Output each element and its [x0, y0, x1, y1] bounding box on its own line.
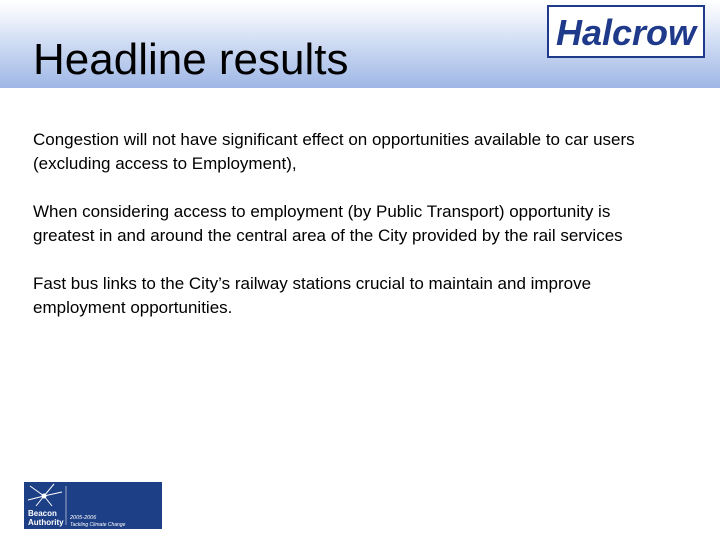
halcrow-logo-image — [549, 7, 703, 56]
paragraph-congestion: Congestion will not have significant effect on opportunities available to car users (excluding access to Employment), — [33, 130, 635, 173]
paragraph-bus-links: Fast bus links to the City’s railway stations crucial to maintain and improve employment opportunities. — [33, 274, 592, 317]
beacon-years: 2005-2006 — [70, 515, 97, 521]
beacon-authority-logo — [24, 482, 162, 529]
beacon-line2: Authority — [28, 518, 64, 527]
slide-body — [33, 128, 663, 344]
paragraph-employment-access: When considering access to employment (by Public Transport) opportunity is greatest in and around the central area of the City provided by the rail services — [33, 202, 623, 245]
halcrow-logo-text: Halcrow — [555, 12, 697, 53]
beacon-logo-graphic — [24, 482, 162, 529]
beacon-line1: Beacon — [28, 509, 57, 518]
beacon-tagline: Tackling Climate Change — [70, 522, 126, 528]
slide-title: Headline results — [33, 35, 349, 84]
halcrow-logo — [547, 5, 705, 58]
